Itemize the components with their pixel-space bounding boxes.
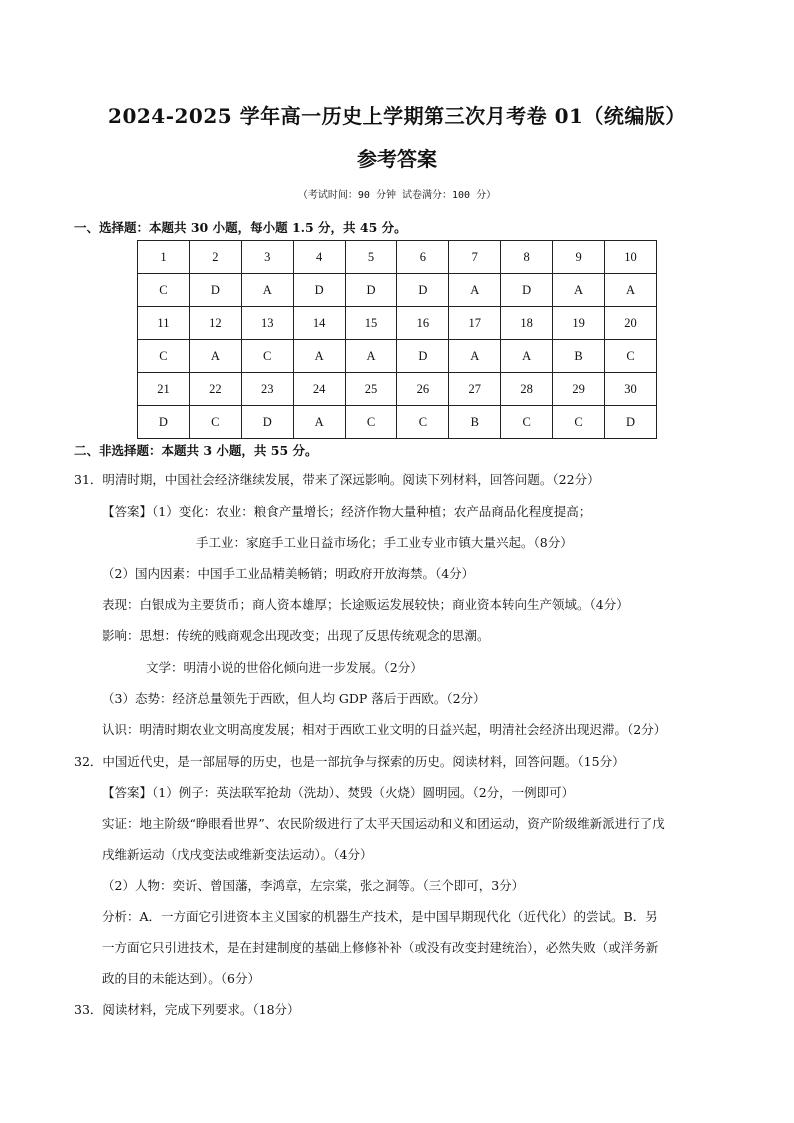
table-row bbox=[138, 307, 657, 340]
table-cell: 24 bbox=[293, 373, 345, 406]
exam-info-note: （考试时间：90 分钟 试卷满分：100 分） bbox=[297, 190, 497, 201]
table-cell: 23 bbox=[241, 373, 293, 406]
table-cell: 3 bbox=[241, 241, 293, 274]
table-cell: 11 bbox=[138, 307, 190, 340]
table-cell: C bbox=[553, 406, 605, 439]
table-cell: 4 bbox=[293, 241, 345, 274]
table-cell: 22 bbox=[189, 373, 241, 406]
table-cell: 18 bbox=[501, 307, 553, 340]
table-cell: D bbox=[397, 274, 449, 307]
table-cell: A bbox=[449, 340, 501, 373]
question-31-stem: 31．明清时期，中国社会经济继续发展，带来了深远影响。阅读下列材料，回答问题。（22分） bbox=[74, 472, 600, 487]
table-cell: D bbox=[345, 274, 397, 307]
table-cell: 20 bbox=[605, 307, 657, 340]
table-cell: 8 bbox=[501, 241, 553, 274]
table-cell: C bbox=[501, 406, 553, 439]
table-cell: D bbox=[138, 406, 190, 439]
table-cell: 27 bbox=[449, 373, 501, 406]
table-cell: 25 bbox=[345, 373, 397, 406]
q31-answer-impact: 影响：思想：传统的贱商观念出现改变；出现了反思传统观念的思潮。 bbox=[102, 628, 490, 643]
table-cell: C bbox=[397, 406, 449, 439]
q32-answer-part2: （2）人物：奕䜣、曾国藩，李鸿章，左宗棠，张之洞等。（三个即可，3分） bbox=[102, 878, 525, 893]
table-cell: C bbox=[241, 340, 293, 373]
table-cell: 15 bbox=[345, 307, 397, 340]
q31-answer-understanding: 认识：明清时期农业文明高度发展；相对于西欧工业文明的日益兴起，明清社会经济出现迟滞。（2分） bbox=[102, 722, 667, 737]
table-cell: D bbox=[293, 274, 345, 307]
table-cell: C bbox=[138, 274, 190, 307]
table-cell: 10 bbox=[605, 241, 657, 274]
table-cell: A bbox=[241, 274, 293, 307]
q32-answer-evidence: 实证：地主阶级“睁眼看世界”、农民阶级进行了太平天国运动和义和团运动，资产阶级维新派进行了戊 bbox=[102, 816, 665, 831]
table-row bbox=[138, 241, 657, 274]
table-cell: B bbox=[449, 406, 501, 439]
table-cell: A bbox=[345, 340, 397, 373]
answer-table bbox=[137, 240, 657, 439]
question-33-stem: 33．阅读材料，完成下列要求。（18分） bbox=[74, 1002, 300, 1017]
table-cell: C bbox=[189, 406, 241, 439]
table-cell: 5 bbox=[345, 241, 397, 274]
table-cell: A bbox=[189, 340, 241, 373]
table-cell: 30 bbox=[605, 373, 657, 406]
q32-answer-analysis-cont: 一方面它只引进技术，是在封建制度的基础上修修补补（或没有改变封建统治），必然失败（或洋务新 bbox=[102, 940, 659, 955]
q31-answer-part1: 【答案】（1）变化：农业：粮食产量增长；经济作物大量种植；农产品商品化程度提高； bbox=[102, 504, 592, 519]
table-cell: 14 bbox=[293, 307, 345, 340]
table-row bbox=[138, 406, 657, 439]
table-cell: D bbox=[189, 274, 241, 307]
q31-answer-performance: 表现：白银成为主要货币；商人资本雄厚；长途贩运发展较快；商业资本转向生产领域。（4分） bbox=[102, 597, 629, 612]
table-cell: C bbox=[605, 340, 657, 373]
q32-answer-analysis-end: 政的目的未能达到）。（6分） bbox=[102, 971, 260, 986]
table-cell: 13 bbox=[241, 307, 293, 340]
q31-answer-handicraft: 手工业：家庭手工业日益市场化；手工业专业市镇大量兴起。（8分） bbox=[196, 535, 573, 550]
table-cell: 6 bbox=[397, 241, 449, 274]
q31-answer-literature: 文学：明清小说的世俗化倾向进一步发展。（2分） bbox=[146, 660, 423, 675]
table-cell: 21 bbox=[138, 373, 190, 406]
table-cell: A bbox=[553, 274, 605, 307]
table-cell: A bbox=[449, 274, 501, 307]
document-title: 2024-2025 学年高一历史上学期第三次月考卷 01（统编版） bbox=[108, 104, 686, 128]
table-cell: 9 bbox=[553, 241, 605, 274]
table-cell: A bbox=[293, 340, 345, 373]
table-cell: A bbox=[605, 274, 657, 307]
table-cell: D bbox=[397, 340, 449, 373]
q31-answer-part2: （2）国内因素：中国手工业品精美畅销；明政府开放海禁。（4分） bbox=[102, 566, 475, 581]
document-subtitle: 参考答案 bbox=[357, 147, 437, 171]
section-1-heading: 一、选择题：本题共 30 小题，每小题 1.5 分，共 45 分。 bbox=[74, 220, 407, 235]
q32-answer-part1: 【答案】（1）例子：英法联军抢劫（洗劫）、焚毁（火烧）圆明园。（2分，一例即可） bbox=[102, 785, 575, 800]
table-cell: 17 bbox=[449, 307, 501, 340]
table-cell: 2 bbox=[189, 241, 241, 274]
table-cell: D bbox=[241, 406, 293, 439]
q32-answer-analysis: 分析：A．一方面它引进资本主义国家的机器生产技术，是中国早期现代化（近代化）的尝试。B．另 bbox=[102, 909, 658, 924]
table-row bbox=[138, 373, 657, 406]
table-cell: 16 bbox=[397, 307, 449, 340]
table-cell: C bbox=[345, 406, 397, 439]
table-cell: C bbox=[138, 340, 190, 373]
table-cell: A bbox=[501, 340, 553, 373]
table-row bbox=[138, 274, 657, 307]
table-row bbox=[138, 340, 657, 373]
table-cell: 28 bbox=[501, 373, 553, 406]
table-cell: D bbox=[605, 406, 657, 439]
table-cell: D bbox=[501, 274, 553, 307]
table-cell: 29 bbox=[553, 373, 605, 406]
table-cell: 7 bbox=[449, 241, 501, 274]
section-2-heading: 二、非选择题：本题共 3 小题，共 55 分。 bbox=[74, 443, 318, 458]
q32-answer-evidence-cont: 戌维新运动（戊戌变法或维新变法运动）。（4分） bbox=[102, 847, 373, 862]
question-32-stem: 32．中国近代史，是一部屈辱的历史，也是一部抗争与探索的历史。阅读材料，回答问题。（15分） bbox=[74, 754, 625, 769]
table-cell: 1 bbox=[138, 241, 190, 274]
table-cell: 19 bbox=[553, 307, 605, 340]
table-cell: 12 bbox=[189, 307, 241, 340]
table-cell: 26 bbox=[397, 373, 449, 406]
q31-answer-part3: （3）态势：经济总量领先于西欧，但人均 GDP 落后于西欧。（2分） bbox=[102, 691, 486, 706]
table-cell: B bbox=[553, 340, 605, 373]
table-cell: A bbox=[293, 406, 345, 439]
